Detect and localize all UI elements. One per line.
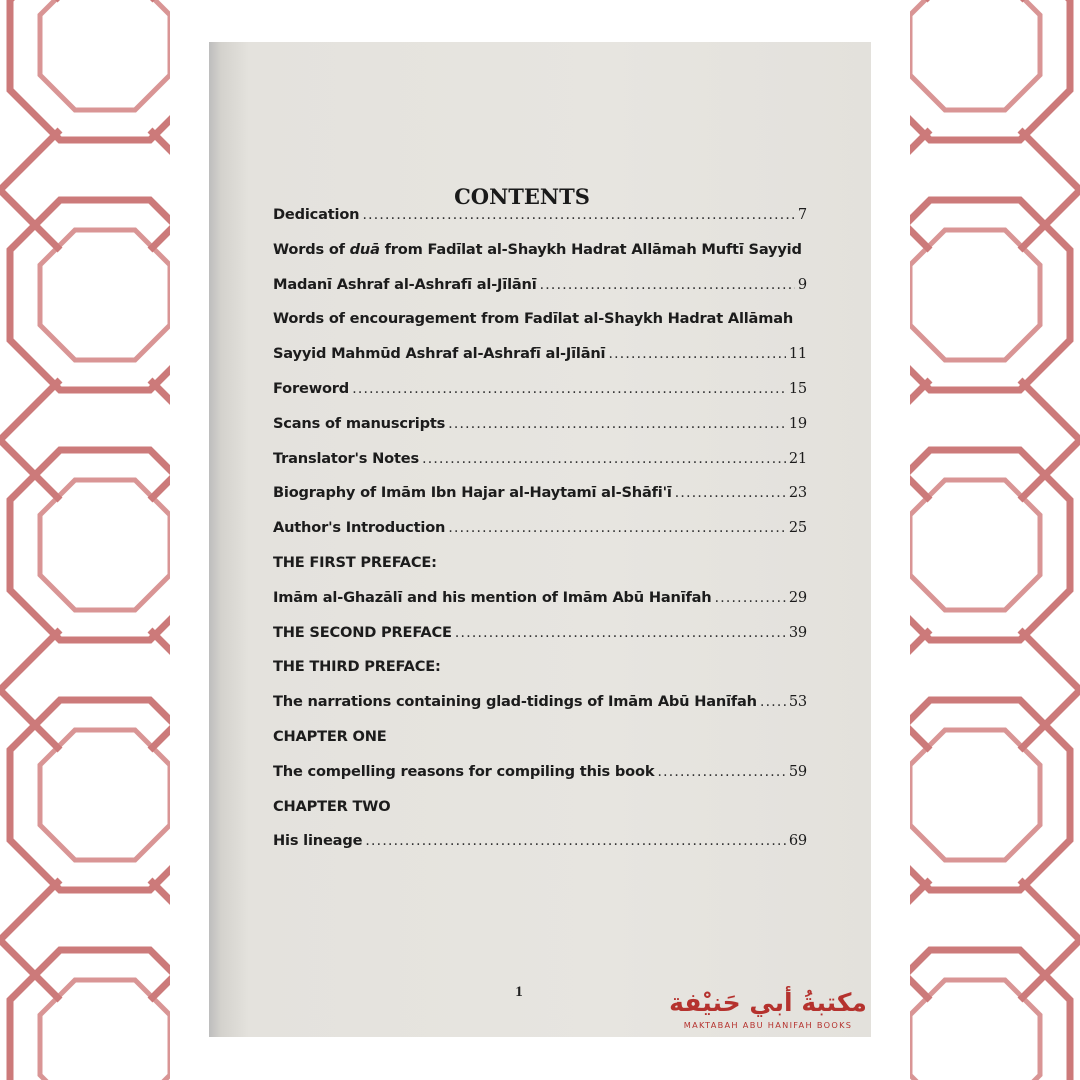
toc-leader-dots xyxy=(365,832,786,849)
toc-leader-dots xyxy=(448,415,786,432)
decorative-pattern-left xyxy=(0,0,170,1080)
toc-entry xyxy=(273,450,807,472)
toc-page-number: 29 xyxy=(788,588,807,606)
toc-entry-title: The compelling reasons for compiling this book xyxy=(273,762,655,780)
toc-entry-title: THE FIRST PREFACE: xyxy=(273,554,437,571)
toc-entry-title: Sayyid Mahmūd Ashraf al-Ashrafī al-Jīlānī xyxy=(273,345,606,363)
page-number: 1 xyxy=(515,984,523,1000)
toc-entry-title: Translator's Notes xyxy=(273,449,419,467)
toc-leader-dots xyxy=(715,589,786,606)
toc-page-number: 39 xyxy=(788,623,807,641)
toc-page-number: 9 xyxy=(797,275,807,293)
toc-entry-title: His lineage xyxy=(273,832,363,850)
toc-entry xyxy=(273,415,807,437)
toc-entry-title: Madanī Ashraf al-Ashrafī al-Jīlānī xyxy=(273,275,537,293)
toc-page-number: 59 xyxy=(788,762,807,780)
toc-entry xyxy=(273,484,807,506)
toc-entry-title: Words of encouragement from Fadīlat al-Shaykh Hadrat Allāmah xyxy=(273,310,794,328)
toc-leader-dots xyxy=(362,206,795,223)
toc-entry-title: CHAPTER ONE xyxy=(273,728,387,745)
toc-entry-title: THE SECOND PREFACE xyxy=(273,623,452,641)
toc-entry xyxy=(273,624,807,646)
toc-leader-dots xyxy=(608,345,785,362)
toc-entry xyxy=(273,554,807,576)
toc-leader-dots xyxy=(657,763,785,780)
toc-entry-title: CHAPTER TWO xyxy=(273,797,391,815)
toc-entry xyxy=(273,658,807,680)
toc-page-number: 7 xyxy=(797,206,807,223)
toc-entry-title: Imām al-Ghazālī and his mention of Imām Abū Hanīfah xyxy=(273,588,712,606)
toc-leader-dots xyxy=(448,519,786,536)
publisher-logo xyxy=(668,988,868,1030)
toc-page-number: 19 xyxy=(788,414,807,432)
book-page xyxy=(209,42,871,1037)
toc-page-number: 53 xyxy=(788,693,807,711)
toc-page-number: 11 xyxy=(788,345,807,363)
toc-entry xyxy=(273,380,807,402)
toc-entry-title: Author's Introduction xyxy=(273,519,446,537)
toc-entry xyxy=(273,832,807,854)
toc-entry-title: Words of duā from Fadīlat al-Shaykh Hadrat Allāmah Muftī Sayyid xyxy=(273,240,802,258)
toc-entry xyxy=(273,276,807,298)
toc-entry-title: The narrations containing glad-tidings of Imām Abū Hanīfah xyxy=(273,693,757,711)
toc-entry xyxy=(273,519,807,541)
toc-entry-title: Dedication xyxy=(273,206,360,223)
toc-entry xyxy=(273,763,807,785)
page-title: CONTENTS xyxy=(454,184,590,209)
toc-page-number: 21 xyxy=(788,449,807,467)
toc-entry xyxy=(273,310,807,332)
toc-entry xyxy=(273,798,807,820)
toc-leader-dots xyxy=(540,276,795,293)
decorative-pattern-right xyxy=(910,0,1080,1080)
toc-leader-dots xyxy=(760,693,786,710)
logo-english-text: MAKTABAH ABU HANIFAH BOOKS xyxy=(683,1020,853,1030)
toc-entry-title: Scans of manuscripts xyxy=(273,414,446,432)
toc-page-number: 69 xyxy=(788,832,807,850)
toc-entry-title: Foreword xyxy=(273,380,350,397)
toc-entry xyxy=(273,693,807,715)
toc-page-number: 15 xyxy=(788,380,807,397)
toc-leader-dots xyxy=(422,450,786,467)
toc-entry-title: Biography of Imām Ibn Hajar al-Haytamī al-Shāfi'ī xyxy=(273,484,672,502)
toc-leader-dots xyxy=(352,380,786,397)
toc-leader-dots xyxy=(455,624,786,641)
toc-leader-dots xyxy=(675,484,786,501)
toc-entry xyxy=(273,589,807,611)
toc-page-number: 25 xyxy=(788,519,807,537)
toc-entry-title: THE THIRD PREFACE: xyxy=(273,658,441,676)
toc-entry xyxy=(273,728,807,750)
toc-entry xyxy=(273,345,807,367)
toc-entry xyxy=(273,206,807,228)
toc-entry xyxy=(273,241,807,263)
logo-arabic-text: مكتبةُ أبي حَنيْفة xyxy=(669,988,867,1017)
toc-page-number: 23 xyxy=(788,484,807,502)
